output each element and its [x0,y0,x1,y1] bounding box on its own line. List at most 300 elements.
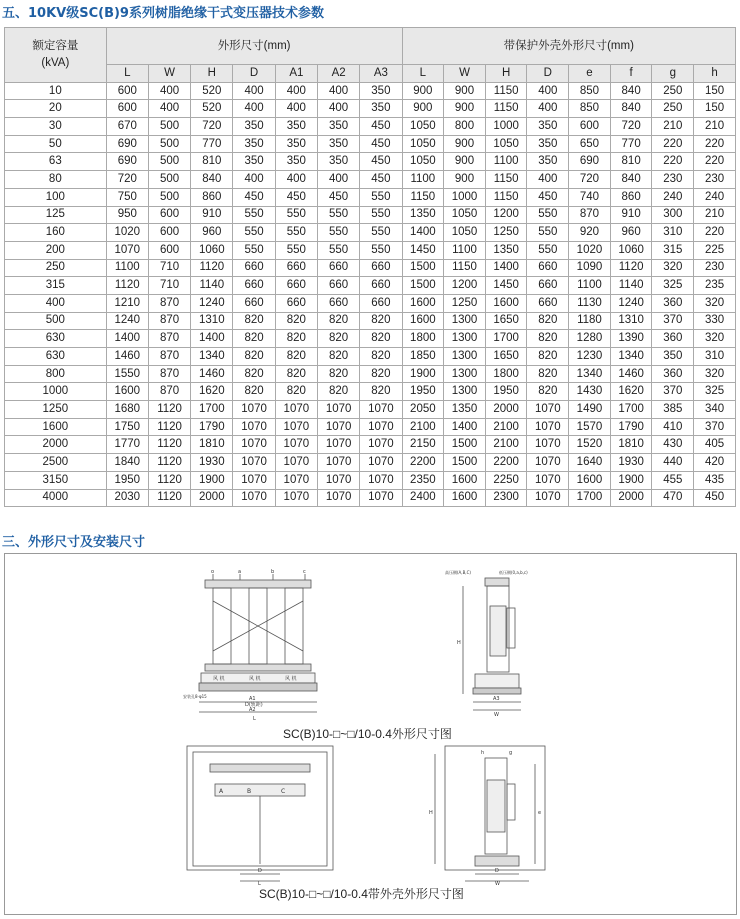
dimension-cell: 1050 [402,153,444,171]
dimension-cell: 1210 [106,294,148,312]
capacity-cell: 100 [5,188,107,206]
dimension-cell: 240 [652,188,694,206]
h-label-2: H [429,810,433,816]
dimension-cell: 820 [360,312,402,330]
dimension-cell: 520 [191,82,233,100]
dimension-cell: 860 [610,188,652,206]
dimension-cell: 1770 [106,436,148,454]
dimension-cell: 350 [527,135,569,153]
dimension-cell: 660 [233,294,275,312]
dimension-cell: 1930 [191,454,233,472]
dimension-cell: 1070 [360,401,402,419]
dimension-cell: 450 [275,188,317,206]
dimension-cell: 550 [527,241,569,259]
dimension-cell: 1500 [402,277,444,295]
dimension-cell: 1620 [610,383,652,401]
dimension-cell: 840 [191,171,233,189]
dimension-cell: 400 [317,171,359,189]
dimension-cell: 500 [148,153,190,171]
fan-label-3: 风 机 [285,676,297,682]
dimension-cell: 220 [652,153,694,171]
dimension-cell: 1600 [444,489,486,507]
dimension-cell: 320 [694,294,736,312]
capacity-cell: 20 [5,100,107,118]
dimension-cell: 1070 [233,436,275,454]
dimension-cell: 240 [694,188,736,206]
dimension-cell: 360 [652,294,694,312]
dimension-cell: 660 [233,277,275,295]
dimension-cell: 1120 [148,454,190,472]
dimension-cell: 385 [652,401,694,419]
table-row [5,188,736,206]
dimension-cell: 820 [233,383,275,401]
dimension-cell: 350 [317,118,359,136]
dimension-cell: 2100 [485,418,527,436]
dimension-cell: 1400 [402,224,444,242]
dimension-cell: 220 [694,135,736,153]
dimension-cell: 1460 [610,365,652,383]
dimension-cell: 820 [275,312,317,330]
dimension-cell: 1070 [527,489,569,507]
dimension-cell: 1070 [275,454,317,472]
dimension-cell: 820 [275,348,317,366]
dimension-cell: 1350 [444,401,486,419]
dimension-cell: 900 [402,100,444,118]
dimension-cell: 870 [148,365,190,383]
dimension-cell: 370 [694,418,736,436]
dimension-cell: 1140 [191,277,233,295]
dimension-cell: 350 [233,153,275,171]
dimension-cell: 1300 [444,312,486,330]
capacity-header-label: 额定容量 [32,39,79,52]
table-row [5,471,736,489]
dimension-cell: 820 [233,348,275,366]
mount-hole-label: 安装孔8-φ15 [183,694,207,699]
dimension-cell: 1100 [569,277,611,295]
dimension-cell: 1150 [485,82,527,100]
terminal-o-label: o [211,569,215,575]
dimension-cell: 820 [275,330,317,348]
dimension-cell: 1070 [317,454,359,472]
dimension-cell: 1620 [191,383,233,401]
dimension-cell: 1900 [191,471,233,489]
dimension-cell: 1070 [360,454,402,472]
a1-label: A1 [249,696,256,702]
capacity-cell: 2000 [5,436,107,454]
dimension-cell: 250 [652,100,694,118]
dimension-cell: 820 [527,348,569,366]
capacity-cell: 10 [5,82,107,100]
dimension-cell: 1050 [402,135,444,153]
dimension-cell: 430 [652,436,694,454]
dimension-cell: 720 [106,171,148,189]
d-label: D [258,868,262,874]
col-header: H [485,65,527,83]
dimension-cell: 2150 [402,436,444,454]
dimension-cell: 870 [148,348,190,366]
dimension-cell: 1070 [317,489,359,507]
dimension-cell: 1350 [485,241,527,259]
dimension-cell: 1950 [402,383,444,401]
col-header: g [652,65,694,83]
col-header: f [610,65,652,83]
dimension-cell: 1250 [485,224,527,242]
dimension-cell: 870 [148,330,190,348]
dimension-cell: 820 [275,365,317,383]
dimension-cell: 350 [275,153,317,171]
dimension-cell: 920 [569,224,611,242]
dimension-cell: 1280 [569,330,611,348]
dimension-cell: 1070 [106,241,148,259]
table-row [5,489,736,507]
capacity-cell: 1000 [5,383,107,401]
dimension-cell: 220 [694,224,736,242]
col-header: L [106,65,148,83]
dimension-cell: 210 [652,118,694,136]
section-title-dimensions: 三、外形尺寸及安装尺寸 [2,535,146,550]
dimension-cell: 1070 [233,489,275,507]
dimension-cell: 600 [106,82,148,100]
h-label: H [457,640,461,646]
dimension-cell: 550 [317,224,359,242]
dimension-cell: 950 [106,206,148,224]
dimension-cell: 360 [652,365,694,383]
dimension-cell: 310 [652,224,694,242]
dimension-cell: 600 [569,118,611,136]
dimension-cell: 1850 [402,348,444,366]
dimension-cell: 470 [652,489,694,507]
table-row [5,312,736,330]
dimension-cell: 1070 [527,471,569,489]
dimension-cell: 320 [694,330,736,348]
dimension-cell: 1100 [402,171,444,189]
dimension-cell: 450 [233,188,275,206]
dimension-cell: 420 [694,454,736,472]
table-row [5,294,736,312]
dimension-cell: 1570 [569,418,611,436]
dimension-cell: 1070 [360,436,402,454]
capacity-cell: 400 [5,294,107,312]
dimension-cell: 870 [569,206,611,224]
dimension-cell: 1930 [610,454,652,472]
dimension-cell: 2000 [610,489,652,507]
dimension-cell: 1600 [106,383,148,401]
dimension-cell: 230 [652,171,694,189]
dimension-cell: 820 [360,348,402,366]
dimension-cell: 1460 [106,348,148,366]
table-row [5,348,736,366]
dimension-cell: 1150 [485,100,527,118]
dimension-cell: 1100 [485,153,527,171]
dimension-cell: 820 [360,383,402,401]
dimension-cell: 1050 [444,224,486,242]
dimension-cell: 1100 [444,241,486,259]
dimension-cell: 550 [360,206,402,224]
dimension-cell: 1700 [569,489,611,507]
dimension-cell: 550 [233,241,275,259]
dimension-cell: 1050 [444,206,486,224]
dimension-cell: 690 [106,135,148,153]
capacity-cell: 4000 [5,489,107,507]
dimension-cell: 1070 [275,489,317,507]
capacity-cell: 630 [5,330,107,348]
dimension-cell: 235 [694,277,736,295]
a2-label: A2 [249,707,256,713]
dimension-cell: 1750 [106,418,148,436]
dimension-cell: 1300 [444,383,486,401]
dimension-cell: 820 [317,348,359,366]
dimension-cell: 1240 [610,294,652,312]
dimension-cell: 960 [191,224,233,242]
dimension-cell: 500 [148,188,190,206]
capacity-cell: 80 [5,171,107,189]
table-row [5,206,736,224]
table-row [5,224,736,242]
dimension-cell: 2050 [402,401,444,419]
dimension-cell: 1060 [191,241,233,259]
dimension-cell: 660 [275,259,317,277]
dimension-cell: 400 [275,82,317,100]
dimension-cell: 690 [569,153,611,171]
dimension-cell: 350 [360,100,402,118]
front-view-drawing [183,566,333,724]
dimension-cell: 2100 [402,418,444,436]
dimension-cell: 1240 [191,294,233,312]
dimension-cell: 400 [233,82,275,100]
dimension-cell: 350 [527,153,569,171]
dimension-cell: 550 [360,224,402,242]
l-label: L [253,716,256,722]
dimension-cell: 1070 [275,436,317,454]
table-row [5,171,736,189]
dimension-cell: 230 [694,259,736,277]
capacity-cell: 63 [5,153,107,171]
dimension-cell: 2250 [485,471,527,489]
dimension-cell: 325 [694,383,736,401]
capacity-cell: 315 [5,277,107,295]
dimension-cell: 550 [317,241,359,259]
table-row [5,330,736,348]
dimension-cell: 1100 [106,259,148,277]
dimension-cell: 1650 [485,312,527,330]
dimension-cell: 660 [360,259,402,277]
capacity-cell: 2500 [5,454,107,472]
dimension-cell: 350 [317,153,359,171]
dimension-cell: 1120 [148,418,190,436]
dimension-cell: 325 [652,277,694,295]
dimension-cell: 1070 [233,418,275,436]
dimension-cell: 1800 [402,330,444,348]
drawing-panel [4,553,737,915]
dimension-cell: 210 [694,206,736,224]
dimension-cell: 1700 [610,401,652,419]
dimension-cell: 150 [694,100,736,118]
dimension-cell: 300 [652,206,694,224]
dimension-cell: 1070 [527,401,569,419]
dimension-cell: 810 [610,153,652,171]
dimension-cell: 455 [652,471,694,489]
dimension-cell: 2300 [485,489,527,507]
dimension-cell: 520 [191,100,233,118]
dimension-cell: 350 [652,348,694,366]
dimension-cell: 1400 [444,418,486,436]
dimension-cell: 350 [360,82,402,100]
dimension-cell: 1250 [444,294,486,312]
dimension-cell: 400 [317,100,359,118]
dimension-cell: 1070 [527,436,569,454]
col-header: A1 [275,65,317,83]
table-row [5,259,736,277]
table-row [5,277,736,295]
dimension-cell: 2000 [485,401,527,419]
dimension-cell: 720 [191,118,233,136]
dimension-cell: 660 [317,294,359,312]
dimension-cell: 1550 [106,365,148,383]
dimension-cell: 1070 [360,418,402,436]
group2-header: 带保护外壳外形尺寸(mm) [402,28,735,65]
dimension-cell: 660 [527,277,569,295]
dimension-cell: 220 [694,153,736,171]
dimension-cell: 1120 [106,277,148,295]
dimension-cell: 660 [527,259,569,277]
dimension-cell: 440 [652,454,694,472]
dimension-cell: 500 [148,118,190,136]
col-header: h [694,65,736,83]
col-header: L [402,65,444,83]
dimension-cell: 1070 [360,489,402,507]
dimension-cell: 400 [148,100,190,118]
dimension-cell: 960 [610,224,652,242]
dimension-cell: 1070 [360,471,402,489]
dimension-cell: 660 [317,259,359,277]
dimension-cell: 1070 [233,471,275,489]
hv-side-label: 高压侧(A,B,C) [445,570,471,575]
dimension-cell: 400 [527,82,569,100]
dimension-cell: 820 [275,383,317,401]
dimension-cell: 660 [275,277,317,295]
dimension-cell: 1340 [569,365,611,383]
dimension-cell: 330 [694,312,736,330]
dimension-cell: 1340 [610,348,652,366]
dimension-cell: 600 [148,241,190,259]
dimension-cell: 450 [360,171,402,189]
dimension-cell: 1120 [148,436,190,454]
dimension-cell: 1810 [191,436,233,454]
dimension-cell: 2100 [485,436,527,454]
dimension-cell: 1520 [569,436,611,454]
dimension-cell: 1700 [485,330,527,348]
dimension-cell: 450 [694,489,736,507]
dimension-cell: 900 [444,100,486,118]
dimension-cell: 750 [106,188,148,206]
dimension-cell: 1640 [569,454,611,472]
dimension-cell: 1400 [106,330,148,348]
terminal-c-label: c [303,569,306,575]
dimension-cell: 1680 [106,401,148,419]
dimension-cell: 770 [191,135,233,153]
dimension-cell: 435 [694,471,736,489]
dimension-cell: 1150 [485,171,527,189]
dimension-cell: 410 [652,418,694,436]
dimension-cell: 810 [191,153,233,171]
dimension-cell: 1130 [569,294,611,312]
dimension-cell: 550 [275,224,317,242]
table-row [5,401,736,419]
dimension-cell: 550 [275,206,317,224]
dimension-cell: 1500 [402,259,444,277]
dimension-cell: 350 [275,118,317,136]
capacity-cell: 800 [5,365,107,383]
terminal-b-label: b [271,569,275,575]
capacity-cell: 250 [5,259,107,277]
dimension-cell: 1150 [444,259,486,277]
w-label: W [494,712,499,718]
table-row [5,383,736,401]
dimension-cell: 1950 [106,471,148,489]
dimension-cell: 1400 [191,330,233,348]
capacity-cell: 630 [5,348,107,366]
dimension-cell: 1000 [444,188,486,206]
dimension-cell: 1120 [148,401,190,419]
capacity-header-unit: (kVA) [41,56,70,69]
dimension-cell: 550 [527,224,569,242]
dimension-cell: 1120 [191,259,233,277]
dimension-cell: 910 [610,206,652,224]
dimension-cell: 720 [569,171,611,189]
dimension-cell: 500 [148,135,190,153]
d-track-label: D(轨距) [245,702,263,708]
dimension-cell: 340 [694,401,736,419]
dimension-cell: 1070 [317,436,359,454]
lv-side-label: 低压侧(0,a,b,c) [499,570,528,575]
col-header: D [233,65,275,83]
dimension-cell: 1020 [106,224,148,242]
dimension-cell: 1900 [402,365,444,383]
dimension-cell: 1070 [527,418,569,436]
dimension-cell: 820 [233,330,275,348]
dimension-cell: 1180 [569,312,611,330]
dimension-cell: 1450 [485,277,527,295]
dimension-cell: 660 [275,294,317,312]
dimension-cell: 550 [233,224,275,242]
dimension-cell: 1070 [233,401,275,419]
dimension-cell: 1500 [444,436,486,454]
col-header: W [148,65,190,83]
dimension-cell: 1600 [402,294,444,312]
dimension-cell: 550 [275,241,317,259]
dimension-cell: 1150 [402,188,444,206]
dimension-cell: 1300 [444,330,486,348]
dimension-cell: 820 [317,312,359,330]
dimension-cell: 900 [444,82,486,100]
dimension-cell: 350 [527,118,569,136]
dimension-cell: 710 [148,259,190,277]
dimension-cell: 860 [191,188,233,206]
fan-label-1: 风 机 [213,676,225,682]
dimension-cell: 350 [317,135,359,153]
dimension-cell: 820 [233,312,275,330]
dimension-cell: 400 [233,171,275,189]
dimension-cell: 660 [317,277,359,295]
dimension-cell: 550 [317,206,359,224]
dimension-cell: 820 [527,312,569,330]
dimension-cell: 2030 [106,489,148,507]
terminal-a-label: a [238,569,242,575]
dimension-cell: 1840 [106,454,148,472]
dimension-cell: 350 [275,135,317,153]
dimension-cell: 1310 [610,312,652,330]
table-row [5,153,736,171]
